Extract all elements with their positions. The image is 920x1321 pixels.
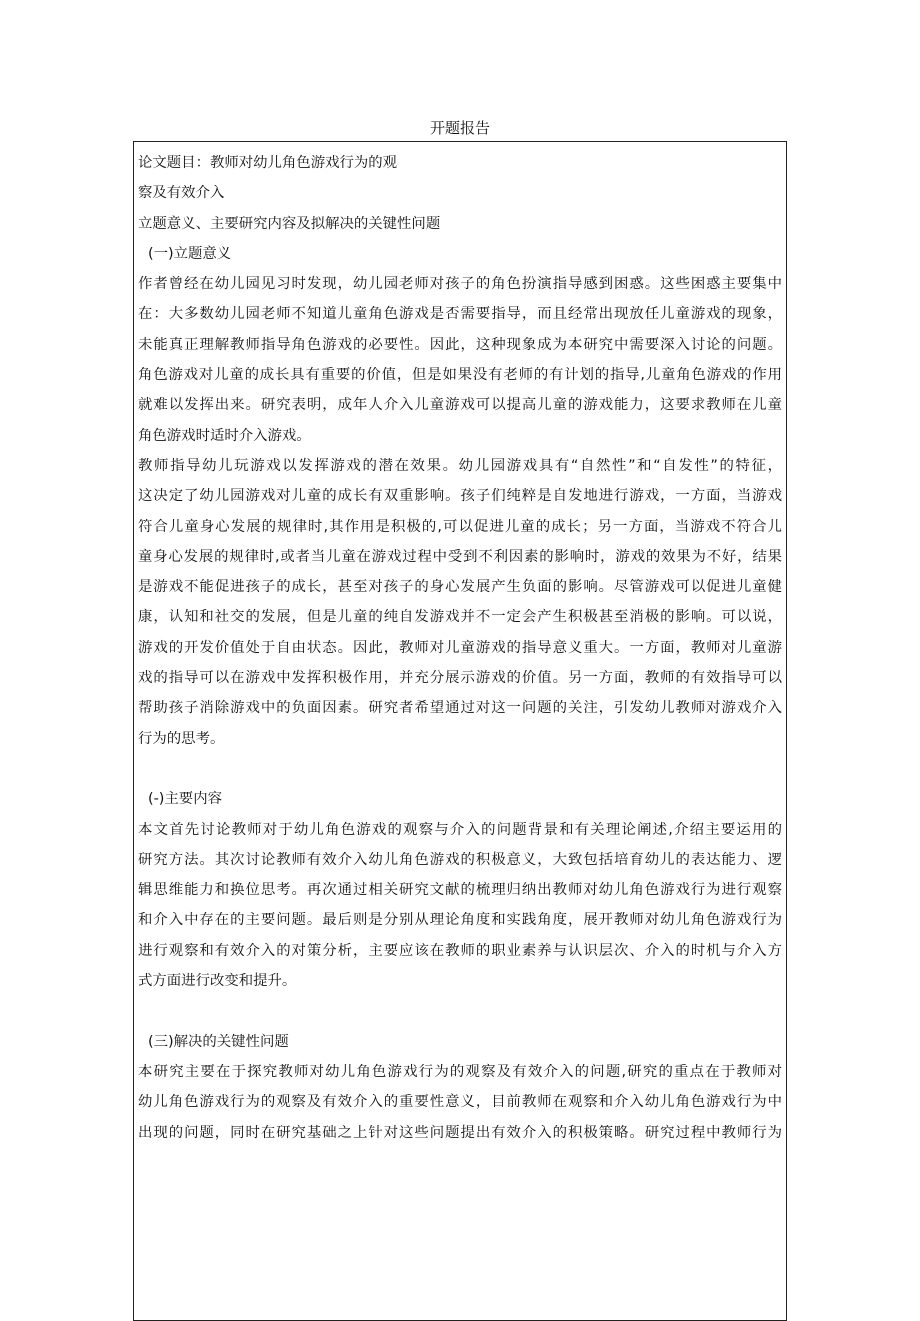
topic-line-continued: 察及有效介入 bbox=[138, 185, 225, 202]
text-line: 这决定了幼儿园游戏对儿童的成长有双重影响。孩子们纯粹是自发地进行游戏，一方面，当游戏 bbox=[138, 488, 782, 505]
spacer bbox=[138, 754, 782, 784]
text-line: 和介入中存在的主要问题。最后则是分别从理论角度和实践角度，展开教师对幼儿角色游戏行为 bbox=[138, 912, 782, 929]
text-line: 幼儿角色游戏行为的观察及有效介入的重要性意义，目前教师在观察和介入幼儿角色游戏行为中 bbox=[138, 1094, 782, 1111]
text-line: 游戏的开发价值处于自由状态。因此，教师对儿童游戏的指导意义重大。一方面，教师对儿童游 bbox=[138, 639, 782, 656]
text-line: 未能真正理解教师指导角色游戏的必要性。因此，这种现象成为本研究中需要深入讨论的问题。 bbox=[138, 336, 782, 353]
significance-paragraph-2 bbox=[138, 451, 782, 754]
report-table bbox=[133, 141, 787, 1321]
text-line: 作者曾经在幼儿园见习时发现，幼儿园老师对孩子的角色扮演指导感到困惑。这些困惑主要集中 bbox=[138, 276, 782, 293]
text-line: 符合儿童身心发展的规律时,其作用是积极的,可以促进儿童的成长；另一方面，当游戏不符合儿 bbox=[138, 518, 782, 535]
text-line: 戏的指导可以在游戏中发挥积极作用，并充分展示游戏的价值。另一方面，教师的有效指导可以 bbox=[138, 670, 782, 687]
topic-line: 论文题目：教师对幼儿角色游戏行为的观 bbox=[138, 155, 398, 171]
subsection-heading-content: (-)主要内容 bbox=[148, 791, 222, 808]
page-title: 开题报告 bbox=[429, 119, 490, 137]
text-line: 研究方法。其次讨论教师有效介入幼儿角色游戏的积极意义，大致包括培育幼儿的表达能力、逻 bbox=[138, 851, 782, 868]
significance-paragraph-1 bbox=[138, 269, 782, 451]
text-line: 帮助孩子消除游戏中的负面因素。研究者希望通过对这一问题的关注，引发幼儿教师对游戏介入 bbox=[138, 700, 782, 717]
text-line: 本文首先讨论教师对于幼儿角色游戏的观察与介入的问题背景和有关理论阐述,介绍主要运用的 bbox=[138, 821, 782, 838]
text-line: 进行观察和有效介入的对策分析，主要应该在教师的职业素养与认识层次、介入的时机与介入方 bbox=[138, 942, 782, 959]
section-heading: 立题意义、主要研究内容及拟解决的关键性问题 bbox=[138, 215, 441, 232]
subsection-heading-significance: (一)立题意义 bbox=[148, 245, 232, 262]
text-line: 康，认知和社交的发展，但是儿童的纯自发游戏并不一定会产生积极甚至消极的影响。可以说， bbox=[138, 609, 782, 626]
text-line: 出现的问题，同时在研究基础之上针对这些问题提出有效介入的积极策略。研究过程中教师行为 bbox=[138, 1124, 782, 1141]
text-line: 是游戏不能促进孩子的成长，甚至对孩子的身心发展产生负面的影响。尽管游戏可以促进儿童健 bbox=[138, 579, 782, 596]
text-line: 教师指导幼儿玩游戏以发挥游戏的潜在效果。幼儿园游戏具有“自然性”和“自发性”的特征， bbox=[138, 457, 782, 474]
text-line: 本研究主要在于探究教师对幼儿角色游戏行为的观察及有效介入的问题,研究的重点在于教师对 bbox=[138, 1063, 782, 1080]
subsection-heading-key-problems: (三)解决的关键性问题 bbox=[148, 1033, 289, 1050]
text-line: 就难以发挥出来。研究表明，成年人介入儿童游戏可以提高儿童的游戏能力，这要求教师在儿童 bbox=[138, 397, 782, 414]
text-line: 角色游戏时适时介入游戏。 bbox=[138, 427, 311, 444]
spacer bbox=[138, 996, 782, 1026]
key-problems-paragraph bbox=[138, 1057, 782, 1148]
content-paragraph bbox=[138, 815, 782, 997]
text-line: 式方面进行改变和提升。 bbox=[138, 973, 297, 990]
text-line: 在：大多数幼儿园老师不知道儿童角色游戏是否需要指导，而且经常出现放任儿童游戏的现象， bbox=[138, 306, 782, 323]
text-line: 行为的思考。 bbox=[138, 730, 225, 747]
text-line: 角色游戏对儿童的成长具有重要的价值，但是如果没有老师的有计划的指导,儿童角色游戏的作用 bbox=[138, 367, 782, 384]
text-line: 童身心发展的规律时,或者当儿童在游戏过程中受到不利因素的影响时，游戏的效果为不好，结果 bbox=[138, 548, 782, 565]
text-line: 辑思维能力和换位思考。再次通过相关研究文献的梳理归纳出教师对幼儿角色游戏行为进行观察 bbox=[138, 882, 782, 899]
